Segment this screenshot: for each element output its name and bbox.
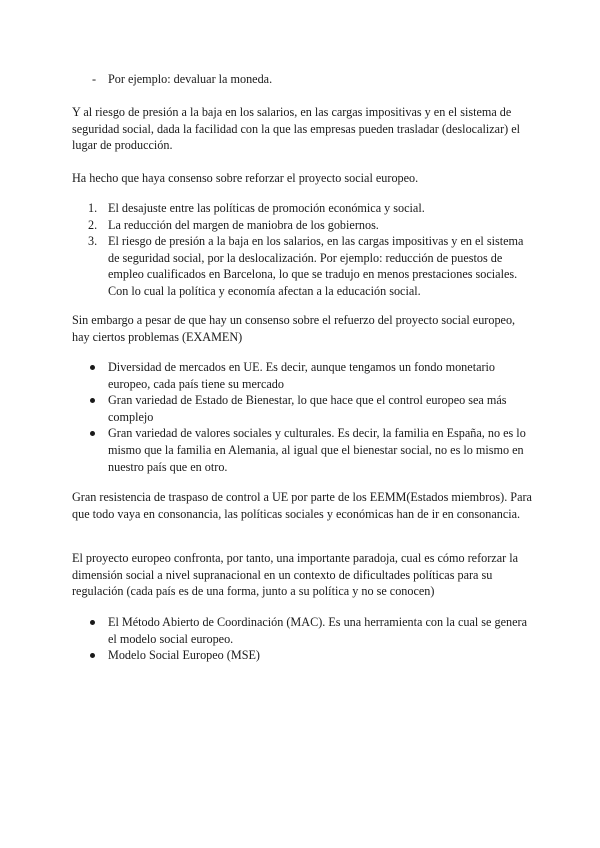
numbered-list-item [72, 233, 532, 299]
bullet-icon [90, 365, 95, 370]
paragraph-paradox: El proyecto europeo confronta, por tanto, una importante paradoja, cual es cómo reforzar la dimensión social a nivel supranacional en un contexto de dificultades políticas para su regulación (cada país es de una forma, junto a su política y no se conocen) [72, 551, 519, 599]
list-item-text: El desajuste entre las políticas de promoción económica y social. [108, 201, 425, 215]
list-item-text: El Método Abierto de Coordinación (MAC). Es una herramienta con la cual se genera el modelo social europeo. [108, 615, 527, 646]
dash-item-text: Por ejemplo: devaluar la moneda. [108, 72, 273, 86]
numbered-list-item [72, 200, 532, 217]
paragraph-resistance: Gran resistencia de traspaso de control a UE por parte de los EEMM(Estados miembros). Para que todo vaya en consonancia, las políticas sociales y económicas han de ir en consonancia. [72, 490, 532, 521]
bullet-list-tools [72, 614, 532, 664]
list-item-text: Gran variedad de Estado de Bienestar, lo que hace que el control europeo sea más complejo [108, 393, 507, 424]
bullet-icon [90, 398, 95, 403]
bullet-icon [90, 653, 95, 658]
list-number: 2. [88, 217, 98, 232]
list-item-text: La reducción del margen de maniobra de los gobiernos. [108, 217, 379, 232]
bullet-list-item [72, 614, 532, 647]
paragraph-consensus: Ha hecho que haya consenso sobre reforzar el proyecto social europeo. [72, 171, 419, 185]
numbered-list-item [72, 217, 532, 234]
list-item-text: Gran variedad de valores sociales y culturales. Es decir, la familia en España, no es lo mismo que la familia en Alemania, al igual que el bienestar social, no es lo mismo en nuestro país que en otro. [108, 426, 526, 474]
list-item-text: Diversidad de mercados en UE. Es decir, aunque tengamos un fondo monetario europeo, cada país tiene su mercado [108, 360, 496, 391]
bullet-list-item [72, 647, 532, 664]
bullet-icon [90, 620, 95, 625]
bullet-icon [90, 431, 95, 436]
paragraph-wage-pressure: Y al riesgo de presión a la baja en los salarios, en las cargas impositivas y en el sistema de seguridad social, dada la facilidad con la que las empresas pueden trasladar (deslocalizar) el lugar de producción. [72, 105, 521, 153]
list-number: 1. [88, 201, 98, 215]
bullet-list-item [72, 392, 532, 425]
list-number: 3. [88, 234, 98, 249]
numbered-list [72, 200, 532, 300]
bullet-list-problems [72, 359, 532, 475]
list-item-text: El riesgo de presión a la baja en los salarios, en las cargas impositivas y en el sistema de seguridad social, por la deslocalización. Por ejemplo: reducción de puestos de empleo cualificados en Barcelona, lo que se tradujo en menos prestaciones sociales. Con lo cual la política y economía afectan a la educación social. [108, 234, 524, 298]
paragraph-problems: Sin embargo a pesar de que hay un consenso sobre el refuerzo del proyecto social europeo, hay ciertos problemas (EXAMEN) [72, 313, 516, 344]
list-item-text: Modelo Social Europeo (MSE) [108, 648, 260, 663]
bullet-list-item [72, 359, 532, 392]
dash-marker: - [92, 72, 97, 86]
bullet-list-item [72, 425, 532, 475]
